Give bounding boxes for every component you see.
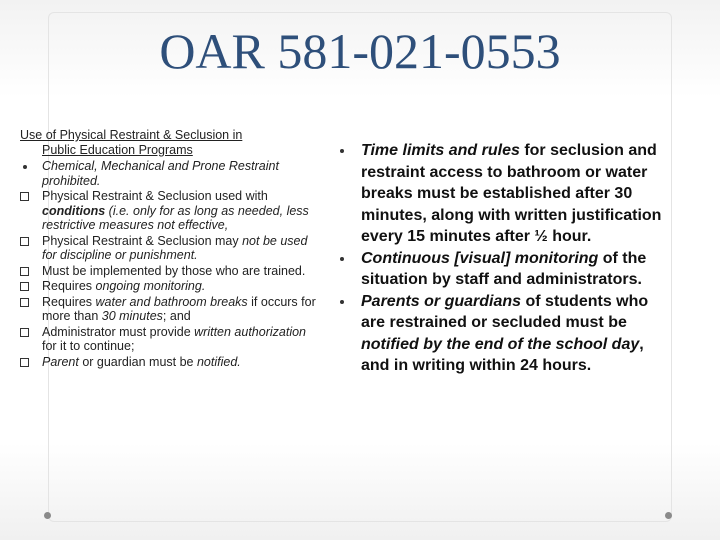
list-item	[20, 264, 320, 279]
item-emphasis: Parent	[42, 354, 79, 369]
list-item	[20, 325, 320, 354]
corner-dot-right	[665, 512, 672, 519]
item-emphasis: notified by the end of the school day	[361, 335, 640, 353]
item-text: or guardian must be	[78, 354, 197, 369]
bullet-icon	[340, 300, 344, 304]
item-text: of students who are restrained or secluded	[361, 292, 649, 331]
bullet-icon	[340, 257, 344, 261]
checkbox-bullet-icon	[20, 192, 29, 201]
list-item	[338, 140, 668, 248]
list-item	[20, 295, 320, 324]
left-heading	[20, 128, 320, 157]
right-list	[338, 140, 668, 377]
item-text: Requires	[42, 294, 96, 309]
item-emphasis: water and bathroom breaks	[95, 294, 248, 309]
item-text: for seclusion and restraint access to bathroom or water breaks must be established after 30 minutes, along with written justification every 15 minutes after ½ hour.	[361, 142, 662, 245]
bullet-icon	[23, 165, 27, 169]
item-text: Chemical, Mechanical and Prone Restraint prohibited.	[42, 159, 279, 188]
item-emphasis: Parents or guardians	[361, 292, 522, 310]
left-heading-line2: Public Education Programs	[42, 142, 193, 157]
left-list	[20, 159, 320, 369]
checkbox-bullet-icon	[20, 282, 29, 291]
item-text: Physical Restraint & Seclusion used with	[42, 189, 268, 203]
item-text: (i.e. only for as long as needed, less restrictive measures not effective,	[42, 203, 309, 232]
item-emphasis: Time limits and rules	[361, 142, 520, 159]
list-item	[20, 355, 320, 370]
bullet-icon	[340, 149, 344, 153]
list-item	[20, 234, 320, 263]
item-emphasis: notified.	[196, 354, 241, 369]
list-item	[20, 159, 320, 188]
item-strong: must be	[565, 314, 627, 331]
list-item	[338, 291, 668, 377]
right-column	[338, 140, 668, 377]
item-emphasis: Continuous [visual] monitoring	[361, 249, 599, 267]
slide-title: OAR 581-021-0553	[159, 23, 561, 79]
list-item	[338, 248, 668, 291]
checkbox-bullet-icon	[20, 237, 29, 246]
item-text: Requires	[42, 279, 96, 293]
item-text: Physical Restraint & Seclusion may	[42, 233, 243, 248]
item-emphasis: not be used for discipline or punishment.	[42, 233, 308, 262]
item-text: if occurs for more than	[42, 294, 316, 323]
item-text: , and in writing within 24 hours.	[361, 335, 644, 374]
item-text: Must be implemented by those who are trained.	[42, 263, 306, 278]
checkbox-bullet-icon	[20, 267, 29, 276]
item-text: for it to continue;	[42, 339, 135, 353]
item-emphasis: 30 minutes	[101, 309, 163, 323]
item-emphasis: conditions	[42, 203, 106, 218]
item-text: Administrator must provide	[42, 324, 195, 339]
item-emphasis: written authorization	[194, 324, 307, 339]
left-column	[20, 128, 320, 370]
checkbox-bullet-icon	[20, 298, 29, 307]
left-heading-line1: Use of Physical Restraint & Seclusion in	[20, 128, 243, 142]
list-item	[20, 189, 320, 233]
corner-dot-left	[44, 512, 51, 519]
item-emphasis: ongoing monitoring.	[95, 279, 206, 293]
checkbox-bullet-icon	[20, 358, 29, 367]
list-item	[20, 279, 320, 294]
checkbox-bullet-icon	[20, 328, 29, 337]
item-text: of the situation by staff and administrators.	[361, 249, 647, 288]
item-text: ; and	[162, 309, 191, 323]
